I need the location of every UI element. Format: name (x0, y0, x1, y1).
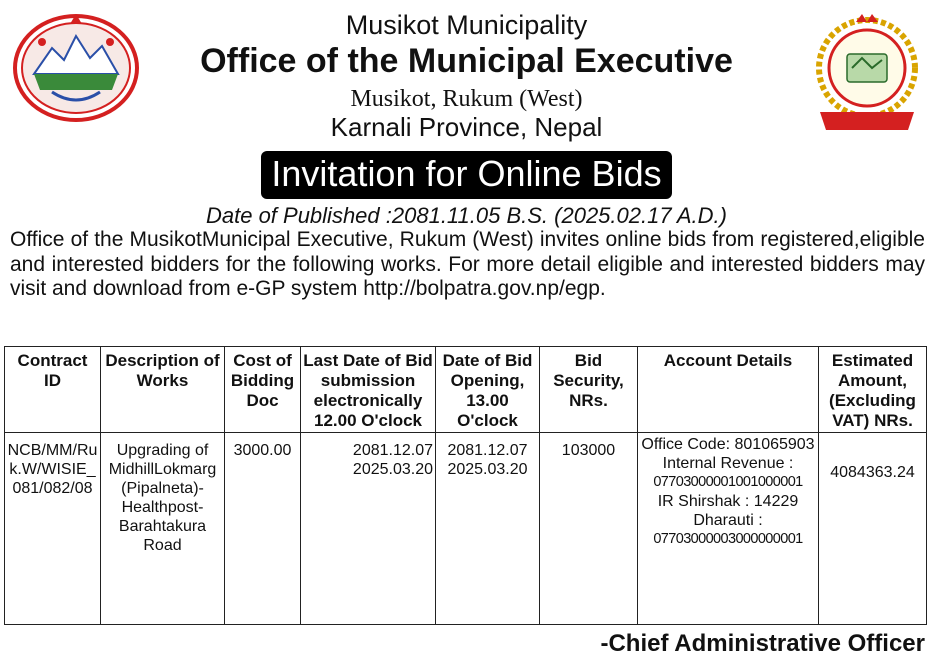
internal-revenue-label: Internal Revenue : (662, 455, 794, 472)
signature: -Chief Administrative Officer (600, 630, 925, 657)
cell-amount: 4084363.24 (819, 433, 927, 625)
last-date-bs: 2081.12.07 (352, 442, 433, 459)
header-last-date: Last Date of Bid submission electronically 12.00 O'clock (301, 347, 436, 433)
address-line-1: Musikot, Rukum (West) (350, 86, 583, 112)
cell-opening (436, 433, 540, 625)
municipality-name: Musikot Municipality (345, 10, 588, 40)
table-header-row (5, 347, 927, 433)
header-description: Description of Works (101, 347, 225, 433)
cell-account (638, 433, 819, 625)
header-contract-id: Contract ID (5, 347, 101, 433)
internal-revenue-number: 07703000001001000001 (653, 474, 803, 490)
table-row (5, 433, 927, 625)
header-amount: Estimated Amount, (Excluding VAT) NRs. (819, 347, 927, 433)
header-account: Account Details (638, 347, 819, 433)
notice-banner (0, 151, 933, 199)
address-line-2: Karnali Province, Nepal (330, 112, 603, 142)
ir-shirshak: IR Shirshak : 14229 (657, 493, 799, 510)
last-date-ad: 2025.03.20 (352, 461, 433, 478)
cell-description: Upgrading of MidhillLokmarg (Pipalneta)-Healthpost-Barahtakura Road (101, 433, 225, 625)
header-opening: Date of Bid Opening, 13.00 O'clock (436, 347, 540, 433)
opening-bs: 2081.12.07 (447, 442, 528, 459)
office-title: Office of the Municipal Executive (200, 42, 733, 80)
notice-title: Invitation for Online Bids (261, 151, 671, 199)
header-cost: Cost of Bidding Doc (225, 347, 301, 433)
header-security: Bid Security, NRs. (540, 347, 638, 433)
cell-contract-id: NCB/MM/Ruk.W/WISIE_081/082/08 (5, 433, 101, 625)
opening-ad: 2025.03.20 (447, 461, 528, 478)
published-date: Date of Published :2081.11.05 B.S. (2025.02.17 A.D.) (205, 203, 727, 228)
office-code: Office Code: 801065903 (641, 436, 815, 453)
dharauti-label: Dharauti : (693, 512, 763, 529)
bids-table (4, 346, 927, 625)
cell-last-date (301, 433, 436, 625)
dharauti-number: 07703000003000000001 (653, 531, 803, 547)
cell-cost: 3000.00 (225, 433, 301, 625)
intro-paragraph: Office of the MusikotMunicipal Executive, Rukum (West) invites online bids from registered,eligible and interested bidders for the following works. For more detail eligible and interested bidders may visit and download from e-GP system http://bolpatra.gov.np/egp. (10, 228, 925, 300)
cell-security: 103000 (540, 433, 638, 625)
